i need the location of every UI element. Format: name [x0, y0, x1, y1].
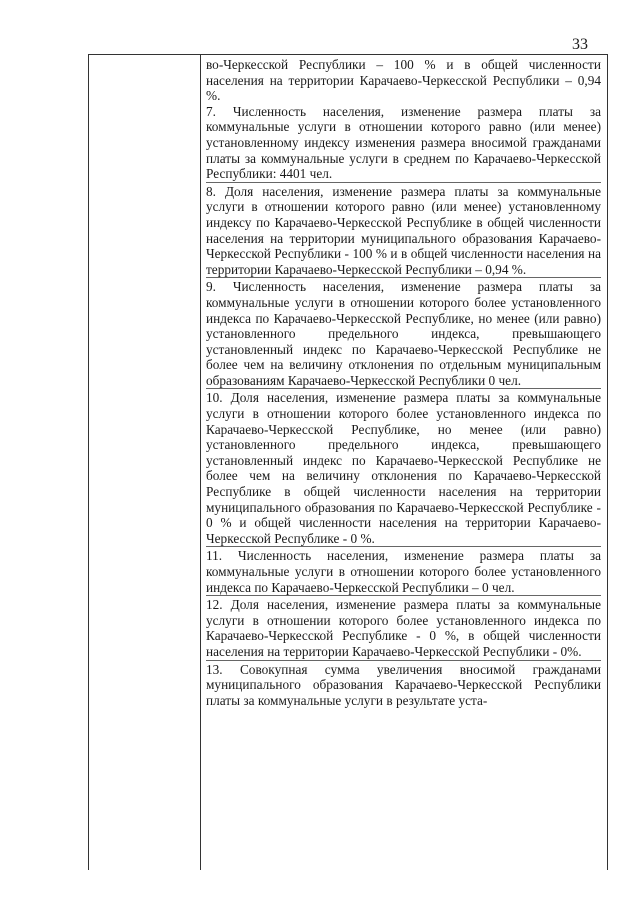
paragraph-item-12: 12. Доля населения, изменение размера платы за коммунальные услуги в отношении которого более установленного индекса по Карачаево-Черкесской Республике - 0 %, в общей численности населения на территории Карачаево-Черкесской Республики - 0%.	[206, 597, 601, 659]
paragraph-item-8: 8. Доля населения, изменение размера платы за коммунальные услуги в отношении которого равно (или менее) установленному индексу по Карачаево-Черкесской Республике в общей численности населения на территории муниципального образования Карачаево-Черкесской Республики - 100 % и в общей численности населения на территории Карачаево-Черкесской Республики – 0,94 %.	[206, 183, 601, 277]
paragraph-item-13: 13. Совокупная сумма увеличения вносимой гражданами муниципального образования Карачаево-Черкесской Республики платы за коммунальные услуги в результате уста-	[206, 661, 601, 708]
paragraph-continuation: во-Черкесской Республики – 100 % и в общей численности населения на территории Карачаево-Черкесской Республики – 0,94 %.	[206, 57, 601, 104]
paragraph-item-10: 10. Доля населения, изменение размера платы за коммунальные услуги в отношении которого более установленного индекса по Карачаево-Черкесской Республике, но менее (или равно) установленного предельного индекса, превышающего установленный индекс по Карачаево-Черкесской Республике не более чем на величину отклонения по Карачаево-Черкесской Республике в общей численности населения на территории муниципального образования по Карачаево-Черкесской Республике - 0 % и общей численности населения на территории Карачаево-Черкесской Республике - 0 %.	[206, 390, 601, 546]
text-column	[206, 57, 601, 708]
document-table	[88, 54, 608, 870]
page-number: 33	[572, 36, 588, 53]
column-divider	[200, 55, 201, 870]
paragraph-item-11: 11. Численность населения, изменение размера платы за коммунальные услуги в отношении которого более установленного индекса по Карачаево-Черкесской Республики – 0 чел.	[206, 548, 601, 595]
paragraph-item-7: 7. Численность населения, изменение размера платы за коммунальные услуги в отношении которого равно (или менее) установленному индексу изменения размера вносимой гражданами платы за коммунальные услуги в среднем по Карачаево-Черкесской Республики: 4401 чел.	[206, 103, 601, 182]
paragraph-item-9: 9. Численность населения, изменение размера платы за коммунальные услуги в отношении которого более установленного индекса по Карачаево-Черкесской Республике, но менее (или равно) установленного предельного индекса, превышающего установленный индекс по Карачаево-Черкесской Республике не более чем на величину отклонения по отдельным муниципальным образованиям Карачаево-Черкесской Республики 0 чел.	[206, 279, 601, 388]
